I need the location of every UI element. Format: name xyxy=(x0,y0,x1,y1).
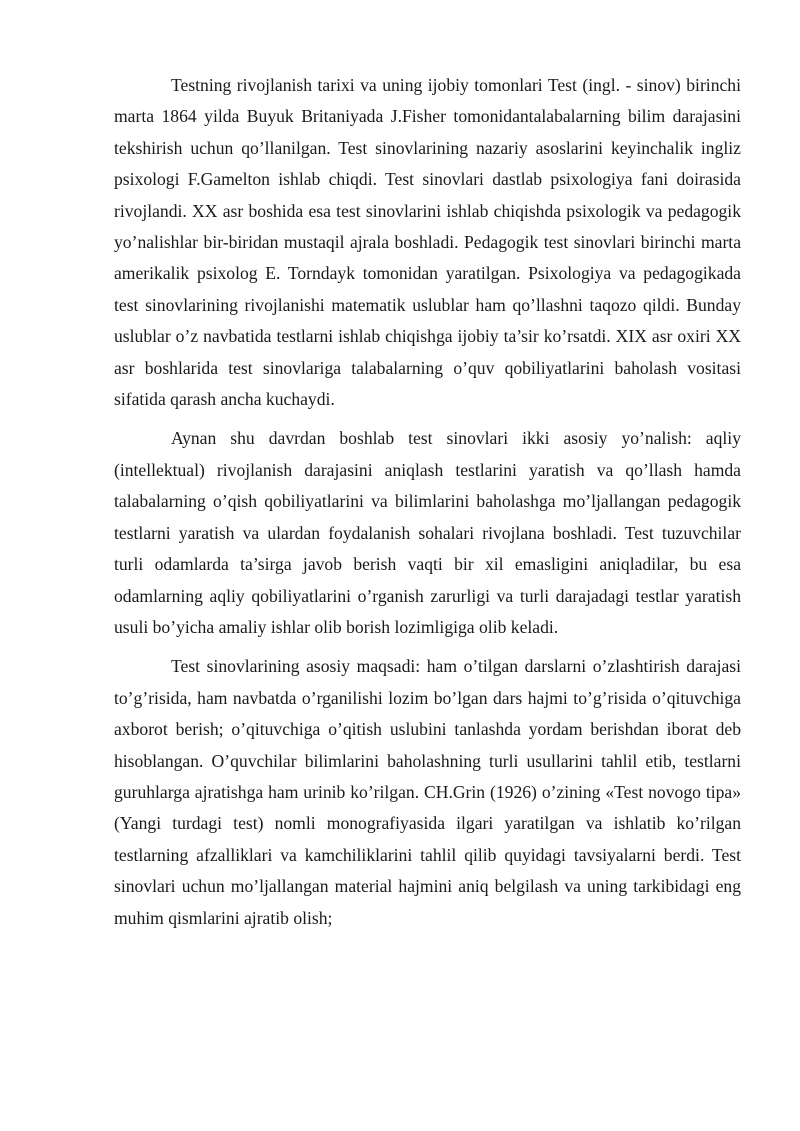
paragraph-1: Testning rivojlanish tarixi va uning ijobiy tomonlari Test (ingl. - sinov) birinchi marta 1864 yilda Buyuk Britaniyada J.Fisher tomonidantalabalarning bilim darajasini tekshirish uchun qo’llanilgan. Test sinovlarining nazariy asoslarini keyinchalik ingliz psixologi F.Gamelton ishlab chiqdi. Test sinovlari dastlab psixologiya fani doirasida rivojlandi. XX asr boshida esa test sinovlarini ishlab chiqishda psixologik va pedagogik yo’nalishlar bir-biridan mustaqil ajrala boshladi. Pedagogik test sinovlari birinchi marta amerikalik psixolog E. Torndayk tomonidan yaratilgan. Psixologiya va pedagogikada test sinovlarining rivojlanishi matematik uslublar ham qo’llashni taqozo qildi. Bunday uslublar o’z navbatida testlarni ishlab chiqishga ijobiy ta’sir ko’rsatdi. XIX asr oxiri XX asr boshlarida test sinovlariga talabalarning o’quv qobiliyatlarini baholash vositasi sifatida qarash ancha kuchaydi. xyxy=(114,75,741,410)
paragraph-2: Aynan shu davrdan boshlab test sinovlari ikki asosiy yo’nalish: aqliy (intellektual) rivojlanish darajasini aniqlash testlarini yaratish va qo’llash hamda talabalarning o’qish qobiliyatlarini va bilimlarini baholashga mo’ljallangan pedagogik testlarni yaratish va ulardan foydalanish sohalari rivojlana boshladi. Test tuzuvchilar turli odamlarda ta’sirga javob berish vaqti bir xil emasligini aniqladilar, bu esa odamlarning aqliy qobiliyatlarini o’rganish zarurligi va turli darajadagi testlar yaratish usuli bo’yicha amaliy ishlar olib borish lozimligiga olib keladi. xyxy=(114,428,741,637)
document-page xyxy=(114,70,741,942)
paragraph-3: Test sinovlarining asosiy maqsadi: ham o’tilgan darslarni o’zlashtirish darajasi to’g’risida, ham navbatda o’rganilishi lozim bo’lgan dars hajmi to’g’risida o’qituvchiga axborot berish; o’qituvchiga o’qitish uslubini tanlashda yordam berishdan iborat deb hisoblangan. O’quvchilar bilimlarini baholashning turli usullarini tahlil etib, testlarni guruhlarga ajratishga ham urinib ko’rilgan. CH.Grin (1926) o’zining «Test novogo tipa» (Yangi turdagi test) nomli monografiyasida ilgari yaratilgan va ishlatib ko’rilgan testlarning afzalliklari va kamchiliklarini tahlil qilib quyidagi tavsiyalarni berdi. Test sinovlari uchun mo’ljallangan material hajmini aniq belgilash va uning tarkibidagi eng muhim qismlarini ajratib olish; xyxy=(114,656,741,928)
